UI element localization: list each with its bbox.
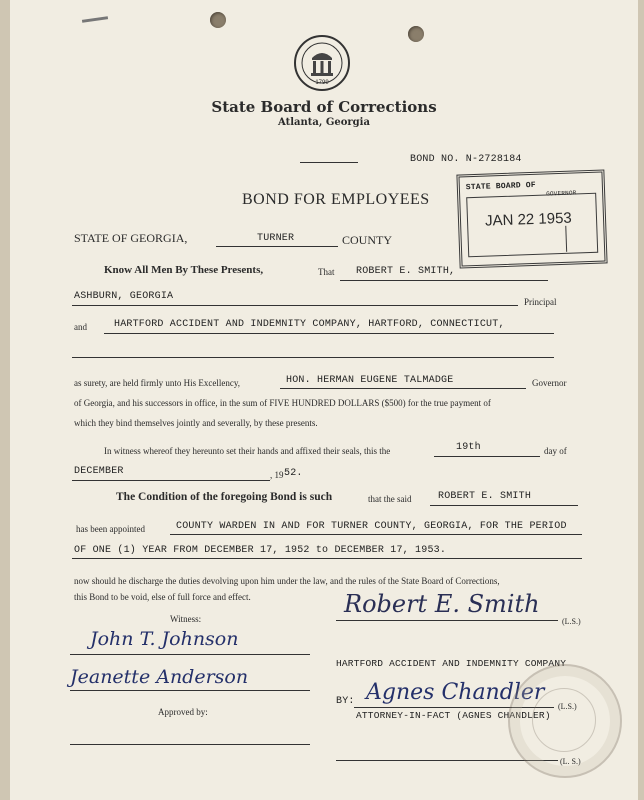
bond-number: BOND NO. N-2728184 (410, 154, 522, 165)
body-line-2: of Georgia, and his successors in office, in the sum of FIVE HUNDRED DOLLARS ($500) for the true payment of (74, 398, 491, 408)
county-name: TURNER (257, 233, 295, 244)
bond-document (10, 0, 638, 800)
principal-address: ASHBURN, GEORGIA (74, 291, 174, 302)
principal-name: ROBERT E. SMITH, (356, 266, 456, 277)
governor-label: Governor (532, 378, 567, 388)
principal-ls: (L.S.) (562, 617, 581, 626)
attorney-in-fact-label: ATTORNEY-IN-FACT (AGNES CHANDLER) (356, 710, 551, 721)
witness-signature-1: John T. Johnson (90, 628, 239, 650)
agency-name: State Board of Corrections (211, 98, 437, 116)
closing-line-2: this Bond to be void, else of full force and effect. (74, 592, 251, 602)
body-line-3: which they bind themselves jointly and severally, by these presents. (74, 418, 318, 428)
closing-line-1: now should he discharge the duties devolving upon him under the law, and the rules of the State Board of Corrections, (74, 576, 500, 586)
agency-location: Atlanta, Georgia (278, 117, 370, 128)
embossed-seal-icon (508, 664, 622, 778)
witness-clause: In witness whereof they hereunto set their hands and affixed their seals, this the (104, 446, 391, 456)
attorney-signature: Agnes Chandler (366, 680, 545, 705)
surety-company-signature-block: HARTFORD ACCIDENT AND INDEMNITY COMPANY (336, 658, 567, 669)
principal-signature: Robert E. Smith (344, 590, 540, 618)
surety-ls: (L. S.) (560, 757, 581, 766)
surety-clause: as surety, are held firmly unto His Excellency, (74, 378, 241, 388)
that-the-said: that the said (368, 494, 412, 504)
approved-label: Approved by: (158, 707, 208, 717)
witness-year-suffix: 52. (284, 468, 303, 479)
principal-label: Principal (524, 297, 557, 307)
governor-name: HON. HERMAN EUGENE TALMADGE (286, 375, 454, 386)
staple (82, 16, 108, 23)
county-label: COUNTY (342, 233, 392, 247)
state-label: STATE OF GEORGIA, (74, 231, 188, 245)
received-stamp (456, 169, 607, 268)
that-label: That (318, 267, 335, 277)
condition-heading: The Condition of the foregoing Bond is such (116, 491, 333, 503)
year-prefix: , 19 (270, 470, 284, 480)
stamp-line2: GOVERNOR (546, 189, 577, 198)
ref-blank-line (300, 162, 358, 163)
witness-label: Witness: (170, 614, 202, 624)
position-line-2: OF ONE (1) YEAR FROM DECEMBER 17, 1952 to DECEMBER 17, 1953. (74, 545, 447, 556)
by-label: BY: (336, 696, 355, 707)
position-line-1: COUNTY WARDEN IN AND FOR TURNER COUNTY, GEORGIA, FOR THE PERIOD (176, 521, 567, 532)
witness-signature-2: Jeanette Anderson (70, 666, 249, 688)
and-label: and (74, 322, 87, 332)
punch-hole-right (408, 26, 424, 42)
svg-text:1799: 1799 (315, 80, 329, 86)
attorney-ls: (L.S.) (558, 702, 577, 711)
punch-hole-left (210, 12, 226, 28)
day-of-label: day of (544, 446, 567, 456)
stamp-line1: STATE BOARD OF (465, 180, 537, 193)
know-all-heading: Know All Men By These Presents, (104, 264, 264, 276)
condition-name: ROBERT E. SMITH (438, 491, 532, 502)
witness-month: DECEMBER (74, 466, 124, 477)
stamp-date: JAN 22 1953 (484, 209, 573, 230)
appointed-label: has been appointed (76, 524, 145, 534)
document-title: BOND FOR EMPLOYEES (242, 191, 430, 208)
witness-day: 19th (456, 442, 481, 453)
state-seal-icon (293, 34, 351, 92)
surety-company: HARTFORD ACCIDENT AND INDEMNITY COMPANY, HARTFORD, CONNECTICUT, (114, 319, 505, 330)
